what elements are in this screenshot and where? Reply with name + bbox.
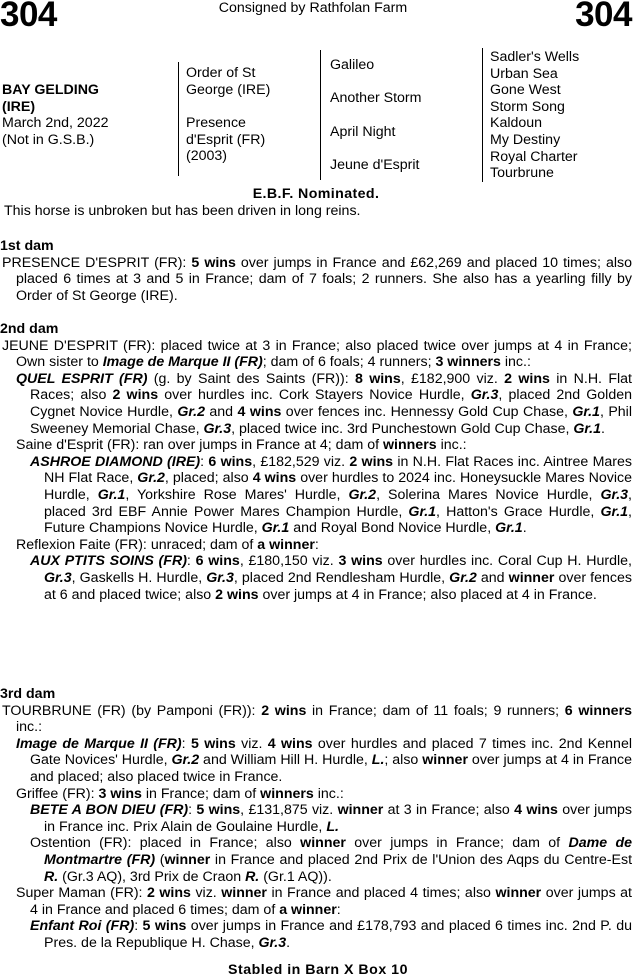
saine-desprit-entry xyxy=(0,437,632,454)
bold-text: winners xyxy=(260,785,314,802)
text: , placed twice inc. 3rd Punchestown Gold Cup Chase, xyxy=(231,420,574,437)
text: , Future Champions Novice Hurdle, xyxy=(44,503,632,537)
black-type: Dame de Montmartre (FR) xyxy=(44,835,633,868)
bold-text: 5 wins xyxy=(190,735,236,752)
text: in France; dam of 11 foals; 9 runners; xyxy=(306,702,565,719)
text: inc.: xyxy=(16,719,43,736)
foaling-date: March 2nd, 2022 xyxy=(2,115,109,132)
first-dam-paragraph xyxy=(0,255,632,305)
bold-text: 6 winners xyxy=(564,702,632,719)
text: over hurdles inc. Cork Stayers Novice Hurdle, xyxy=(158,387,471,404)
pedigree-sire xyxy=(186,65,270,98)
pedigree-dam-line2: d'Esprit (FR) xyxy=(186,131,266,148)
black-type: Gr.1 xyxy=(495,520,523,537)
lot-number-right: 304 xyxy=(575,0,632,34)
horse-description xyxy=(2,82,172,148)
enfant-roi-entry xyxy=(0,918,632,951)
first-dam-section xyxy=(0,238,632,304)
text: over jumps in France; dam of xyxy=(345,835,569,852)
bold-text: 4 wins xyxy=(514,802,558,819)
text: , £131,875 viz. xyxy=(240,802,338,819)
bold-text: 5 wins xyxy=(196,802,241,819)
bold-text: 2 wins xyxy=(112,387,159,404)
pedigree-divider-3 xyxy=(482,48,483,182)
text: JEUNE D'ESPRIT (FR): placed twice at 3 in France; also placed twice over jumps at 4 in France; Own sister to xyxy=(2,337,632,371)
text: , placed 2nd Rendlesham Hurdle, xyxy=(233,569,450,586)
black-type: Enfant Roi (FR) xyxy=(30,918,135,935)
bold-text: 4 wins xyxy=(237,403,282,420)
bold-text: winner xyxy=(221,885,267,902)
text: over fences inc. Hennessy Gold Cup Chase, xyxy=(281,403,573,420)
black-type: L. xyxy=(326,818,339,835)
text: : xyxy=(314,536,319,553)
horse-name-line2: (IRE) xyxy=(2,98,36,115)
lot-number-left: 304 xyxy=(0,0,57,34)
black-type: Gr.1 xyxy=(261,520,290,537)
text: , £180,150 viz. xyxy=(239,553,339,570)
black-type: Gr.3 xyxy=(206,569,234,586)
pedigree-divider-2 xyxy=(320,50,321,180)
text: , Yorkshire Rose Mares' Hurdle, xyxy=(125,486,349,503)
black-type: L. xyxy=(371,752,385,769)
text: over jumps at 4 in France and placed; also placed twice in France. xyxy=(30,752,633,785)
bold-text: winner xyxy=(300,835,346,852)
text: in N.H. Flat Races; also xyxy=(30,370,632,404)
text: ; dam of 6 foals; 4 runners; xyxy=(262,354,436,371)
black-type: ASHROE DIAMOND (IRE) xyxy=(30,453,201,470)
notes xyxy=(0,186,632,219)
text: : xyxy=(200,453,209,470)
bold-text: winners xyxy=(383,437,437,454)
text: viz. xyxy=(235,735,268,752)
text: , £182,529 viz. xyxy=(252,453,350,470)
pedigree-great-grandparents xyxy=(490,49,579,182)
third-dam-heading: 3rd dam xyxy=(0,686,56,702)
bold-text: 5 wins xyxy=(142,918,187,935)
text: Saine d'Esprit (FR): ran over jumps in France at 4; dam of xyxy=(16,437,383,454)
black-type: Gr.1 xyxy=(600,503,629,520)
first-dam-heading: 1st dam xyxy=(0,238,54,254)
ashroe-diamond-entry xyxy=(0,454,632,537)
pedigree-sire-dam: Another Storm xyxy=(330,90,422,106)
text: , Solerina Mares Novice Hurdle, xyxy=(376,486,601,503)
pedigree-dam-line3: (2003) xyxy=(186,148,228,165)
bold-text: winner xyxy=(337,802,384,819)
text: Ostention (FR): placed in France; also xyxy=(30,835,301,852)
bete-a-bon-dieu-entry xyxy=(0,802,632,835)
pedigree-dam-sire: April Night xyxy=(330,124,396,140)
text: over hurdles and placed 7 times inc. 2nd Kennel Gate Novices' Hurdle, xyxy=(30,735,632,769)
text: over jumps in France and £178,793 and placed 6 times inc. 2nd P. du Pres. de la Republique H. Chase, xyxy=(44,918,633,951)
black-type: Gr.1 xyxy=(573,420,601,437)
black-type: QUEL ESPRIT (FR) xyxy=(16,370,148,387)
black-type: Gr.3 xyxy=(470,387,499,404)
super-maman-entry xyxy=(0,885,632,918)
text: inc.: xyxy=(313,785,344,802)
text: , placed 3rd EBF Annie Power Mares Champion Hurdle, xyxy=(44,486,632,520)
text: . xyxy=(522,520,527,537)
bold-text: 2 wins xyxy=(215,586,259,603)
text: and William Hill H. Hurdle, xyxy=(199,752,372,769)
horse-name-line1: BAY GELDING xyxy=(2,82,99,98)
text: in N.H. Flat Races inc. Aintree Mares NH Flat Race, xyxy=(44,453,633,487)
text: over jumps at 4 in France and placed 6 times; dam of xyxy=(30,885,633,918)
pedigree-dam-dam: Jeune d'Esprit xyxy=(330,157,420,173)
text: in France and placed 4 times; also xyxy=(266,885,496,902)
text: and xyxy=(204,403,238,420)
griffee-entry xyxy=(0,786,632,803)
pedigree-dam xyxy=(186,115,265,165)
black-type: Gr.2 xyxy=(177,403,205,420)
black-type: AUX PTITS SOINS (FR) xyxy=(30,553,187,570)
text: viz. xyxy=(190,885,222,902)
text: . xyxy=(286,934,291,951)
text: Griffee (FR): xyxy=(16,785,99,802)
consignor: Consigned by Rathfolan Farm xyxy=(218,0,408,16)
second-dam-paragraph xyxy=(0,338,632,371)
text: : xyxy=(336,901,341,918)
third-dam-section xyxy=(0,686,632,952)
text: in France and placed 2nd Prix de l'Union des Aqps du Centre-Est xyxy=(210,851,633,868)
text: (Gr.3 AQ), 3rd Prix de Craon xyxy=(58,868,246,885)
aux-ptits-soins-entry xyxy=(0,553,632,603)
pedigree-gg-5: Kaldoun xyxy=(490,115,543,132)
third-dam-paragraph xyxy=(0,703,632,736)
reflexion-faite-entry xyxy=(0,537,632,554)
text: and Royal Bond Novice Hurdle, xyxy=(289,520,496,537)
bold-text: 2 wins xyxy=(349,453,394,470)
black-type: Gr.1 xyxy=(97,486,126,503)
text: at 3 in France; also xyxy=(383,802,515,819)
text: ( xyxy=(155,851,165,868)
text: Reflexion Faite (FR): unraced; dam of xyxy=(16,536,258,553)
black-type: Gr.3 xyxy=(600,486,629,503)
pedigree-gg-4: Storm Song xyxy=(490,98,565,115)
text: . xyxy=(600,420,605,437)
text: : xyxy=(181,735,191,752)
text: over jumps at 4 in France; also placed at 4 in France. xyxy=(258,586,597,603)
text: inc.: xyxy=(500,354,531,371)
text: PRESENCE D'ESPRIT (FR): xyxy=(2,254,192,271)
pedigree-gg-8: Tourbrune xyxy=(490,165,554,182)
black-type: Gr.3 xyxy=(203,420,232,437)
text: over fences at 6 and placed twice; also xyxy=(44,569,632,603)
text: : xyxy=(186,553,196,570)
pedigree-gg-1: Sadler's Wells xyxy=(490,49,580,65)
text: ; also xyxy=(384,752,423,769)
text: over hurdles to 2024 inc. Honeysuckle Mares Novice Hurdle, xyxy=(44,470,633,503)
black-type: BETE A BON DIEU (FR) xyxy=(30,802,189,819)
bold-text: 5 wins xyxy=(191,254,236,271)
ebf-nominated: E.B.F. Nominated. xyxy=(252,186,380,202)
text: : xyxy=(188,802,197,819)
pedigree-sire-line2: George (IRE) xyxy=(186,81,271,98)
black-type: Gr.2 xyxy=(137,470,165,487)
text: Super Maman (FR): xyxy=(16,885,147,902)
pedigree-sire-sire: Galileo xyxy=(330,57,375,73)
unbroken-note: This horse is unbroken but has been driven in long reins. xyxy=(4,202,361,219)
second-dam-heading: 2nd dam xyxy=(0,321,59,337)
bold-text: 3 wins xyxy=(98,785,142,802)
black-type: Image de Marque II (FR) xyxy=(102,354,263,371)
bold-text: a winner xyxy=(257,536,315,553)
black-type: Gr.3 xyxy=(44,569,72,586)
text: over hurdles inc. Coral Cup H. Hurdle, xyxy=(382,553,632,570)
image-de-marque-entry xyxy=(0,736,632,786)
bold-text: 6 wins xyxy=(208,453,253,470)
text: (g. by Saint des Saints (FR)): xyxy=(147,370,355,387)
bold-text: a winner xyxy=(279,901,337,918)
text: : xyxy=(134,918,143,935)
black-type: Gr.2 xyxy=(348,486,377,503)
pedigree-gg-7: Royal Charter xyxy=(490,148,578,165)
bold-text: winner xyxy=(422,752,468,769)
gsb-status: (Not in G.S.B.) xyxy=(2,131,95,148)
pedigree-divider-1 xyxy=(178,62,179,176)
black-type: Gr.1 xyxy=(572,403,600,420)
bold-text: 4 wins xyxy=(252,470,297,487)
bold-text: winner xyxy=(508,569,555,586)
text: , Phil Sweeney Memorial Chase, xyxy=(30,403,632,437)
bold-text: 2 wins xyxy=(261,702,307,719)
pedigree-dam-line1: Presence xyxy=(186,115,246,131)
black-type: Gr.2 xyxy=(171,752,200,769)
pedigree-gg-2: Urban Sea xyxy=(490,65,558,82)
pedigree-gg-6: My Destiny xyxy=(490,131,561,148)
quel-esprit-entry xyxy=(0,371,632,437)
black-type: Gr.2 xyxy=(449,569,477,586)
text: TOURBRUNE (FR) (by Pamponi (FR)): xyxy=(2,702,262,719)
stabled-location: Stabled in Barn X Box 10 xyxy=(228,962,408,978)
second-dam-section xyxy=(0,321,632,603)
text: over jumps in France and £62,269 and placed 10 times; also placed 6 times at 3 and 5 in France; dam of 7 foals; 2 runners. She also has a yearling filly by Order of St George (IRE). xyxy=(16,254,632,304)
bold-text: 2 wins xyxy=(504,370,550,387)
text: (Gr.1 AQ)). xyxy=(259,868,332,885)
text: , placed 2nd Golden Cygnet Novice Hurdle, xyxy=(30,387,632,420)
black-type: Gr.1 xyxy=(408,503,437,520)
text: over jumps in France inc. Prix Alain de Goulaine Hurdle, xyxy=(44,802,633,835)
text: , £182,900 viz. xyxy=(400,370,505,387)
bold-text: 4 wins xyxy=(267,735,313,752)
text: and xyxy=(476,569,509,586)
ostention-entry xyxy=(0,835,632,885)
pedigree-gg-3: Gone West xyxy=(490,82,561,99)
text: , Hatton's Grace Hurdle, xyxy=(436,503,601,520)
text: inc.: xyxy=(436,437,467,454)
bold-text: 8 wins xyxy=(354,370,401,387)
black-type: R. xyxy=(245,868,260,885)
text: in France; dam of xyxy=(141,785,261,802)
pedigree-sire-line1: Order of St xyxy=(186,65,256,81)
black-type: Image de Marque II (FR) xyxy=(16,735,182,752)
black-type: R. xyxy=(44,868,59,885)
bold-text: 3 winners xyxy=(435,354,501,371)
bold-text: 6 wins xyxy=(195,553,240,570)
black-type: Gr.3 xyxy=(258,934,287,951)
bold-text: 2 wins xyxy=(147,885,191,902)
bold-text: 3 wins xyxy=(338,553,383,570)
text: , Gaskells H. Hurdle, xyxy=(71,569,207,586)
bold-text: winner xyxy=(495,885,542,902)
text: , placed; also xyxy=(164,470,253,487)
bold-text: winner xyxy=(164,851,211,868)
